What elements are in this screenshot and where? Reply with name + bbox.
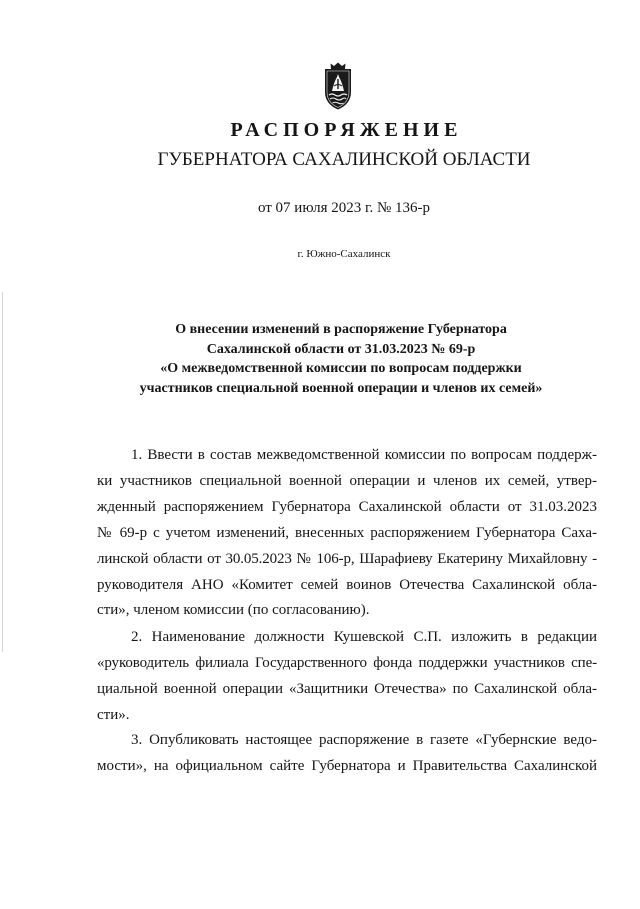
paragraph-line: 2. Наименование должности Кушевской С.П. изложить в редакции [131, 629, 597, 645]
document-title [90, 320, 592, 399]
paragraph-line: жденный распоряжением Губернатора Сахалинской области от 31.03.2023 [97, 498, 597, 515]
title-line: О внесении изменений в распоряжение Губернатора [175, 322, 507, 337]
title-line: «О межведомственной комиссии по вопросам поддержки [160, 361, 522, 377]
title-line: участников специальной военной операции и членов их семей» [139, 381, 543, 397]
paragraph-line: 1. Ввести в состав межведомственной комиссии по вопросам поддерж- [131, 447, 597, 463]
scan-edge-line [2, 292, 3, 652]
document-place: г. Южно-Сахалинск [297, 248, 391, 260]
paragraph-line: 3. Опубликовать настоящее распоряжение в газете «Губернские ведо- [131, 732, 597, 748]
paragraph-line: сти», членом комиссии (по согласованию). [97, 602, 370, 619]
paragraph-line: № 69-р с учетом изменений, внесенных распоряжением Губернатора Саха- [97, 524, 597, 541]
title-line: Сахалинской области от 31.03.2023 № 69-р [206, 341, 476, 357]
paragraph-line: мости», на официальном сайте Губернатора и Правительства Сахалинской [97, 757, 597, 774]
coat-of-arms-icon [323, 62, 353, 110]
paragraph-line: ки участников специальной военной операции и членов их семей, утвер- [97, 472, 597, 489]
issuer-heading: ГУБЕРНАТОРА САХАЛИНСКОЙ ОБЛАСТИ [157, 149, 531, 170]
body-paragraph-3 [97, 728, 597, 780]
paragraph-line: «руководитель филиала Государственного фонда поддержки участников спе- [97, 654, 597, 671]
paragraph-line: линской области от 30.05.2023 № 106-р, Шарафиеву Екатерину Михайловну - [97, 550, 597, 567]
document-type-heading: РАСПОРЯЖЕНИЕ [230, 119, 463, 141]
paragraph-line: сти». [97, 706, 130, 723]
paragraph-line: руководителя АНО «Комитет семей воинов Отечества Сахалинской обла- [97, 576, 597, 593]
body-paragraph-2 [97, 625, 597, 729]
body-paragraph-1 [97, 443, 597, 624]
document-date-number: от 07 июля 2023 г. № 136-р [257, 200, 431, 216]
paragraph-line: циальной военной операции «Защитники Отечества» по Сахалинской обла- [97, 680, 597, 697]
